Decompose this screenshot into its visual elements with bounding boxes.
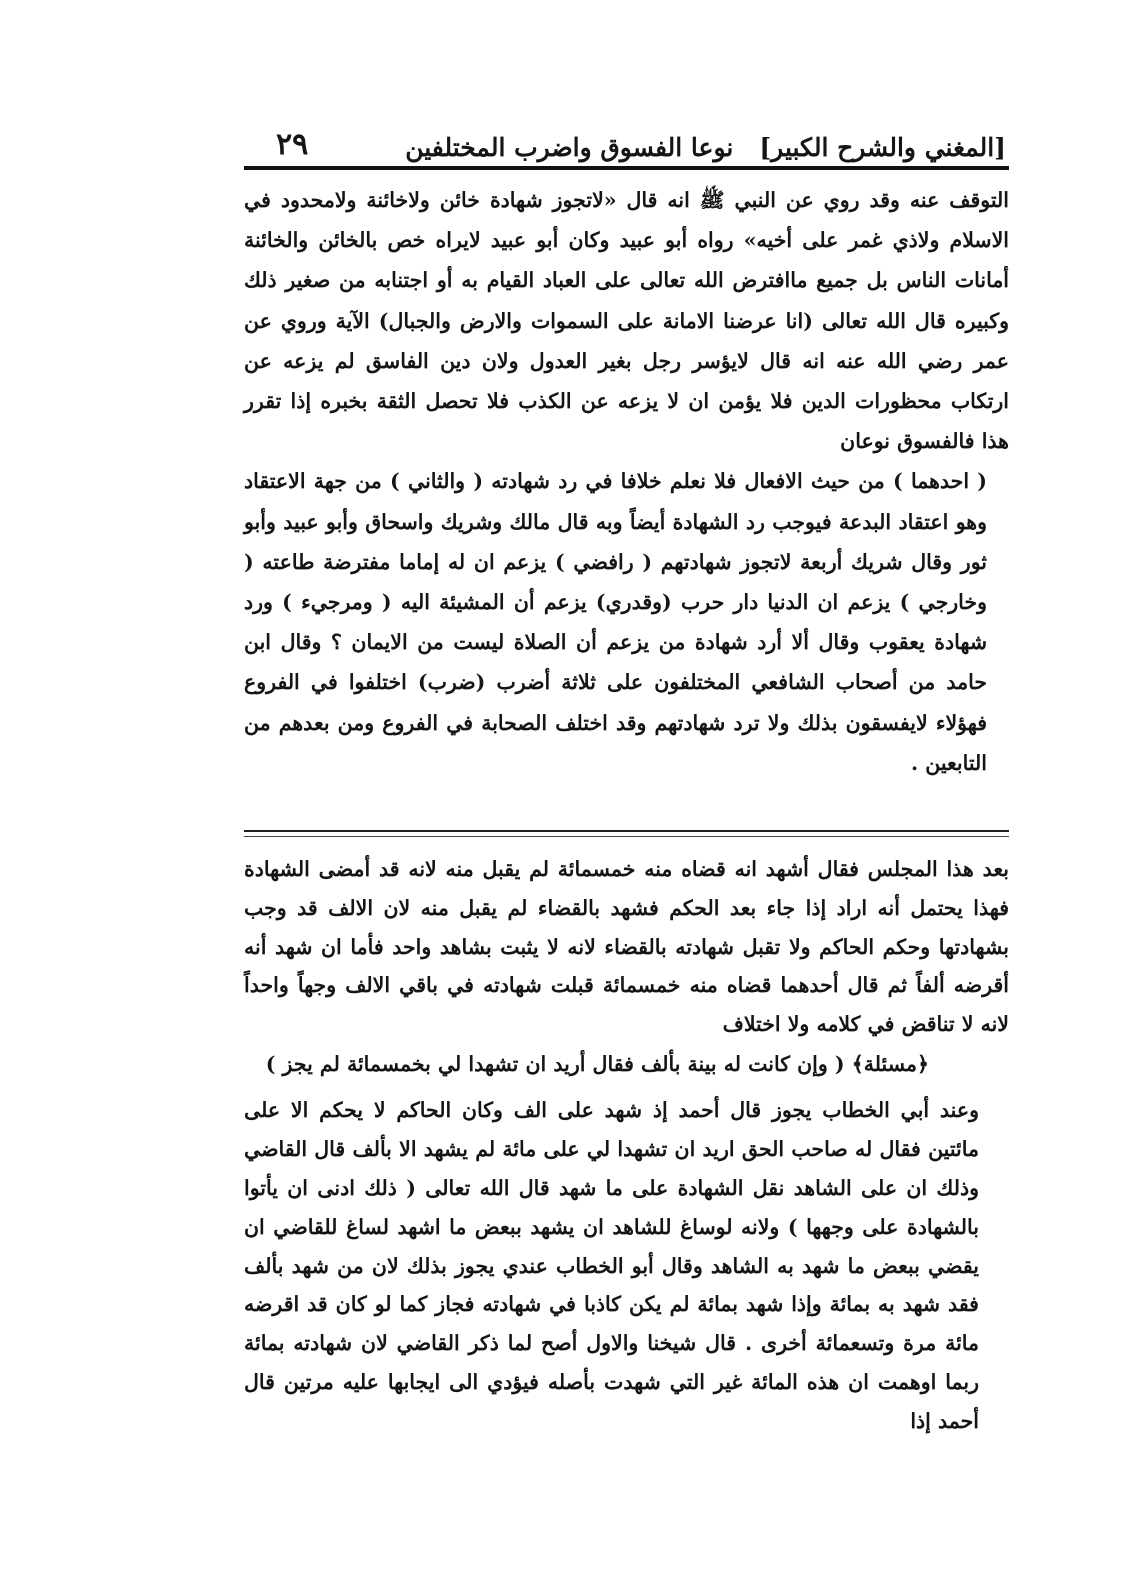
section-divider-thin — [244, 836, 1009, 837]
main-text — [244, 180, 1009, 783]
masala-heading: ﴿مسئلة﴾ ( وإن كانت له بينة بألف فقال أريد ان تشهدا لي بخمسمائة لم يجز ) — [265, 1051, 929, 1076]
header-titles — [405, 133, 1006, 162]
commentary-paragraph-2: وعند أبي الخطاب يجوز قال أحمد إذ شهد على الف وكان الحاكم لا يحكم الا على مائتين فقال له صاحب الحق اريد ان تشهدا لي على مائة لم يشهد الا بألف قال القاضي وذلك ان على الشاهد نقل الشهادة على ما شهد قال الله تعالى ( ذلك ادنى ان يأتوا بالشهادة على وجهها ) ولانه لوساغ للشاهد ان يشهد ببعض ما اشهد لساغ للقاضي ان يقضي ببعض ما شهد به الشاهد وقال أبو الخطاب عندي يجوز بذلك لان من شهد بألف فقد شهد به بمائة وإذا شهد بمائة لم يكن كاذبا في شهادته فجاز كما لو كان قد اقرضه مائة مرة وتسعمائة أخرى . قال شيخنا والاول أصح لما ذكر القاضي لان شهادته بمائة ربما اوهمت ان هذه المائة غير التي شهدت بأصله فيؤدي الى ايجابها عليه مرتين قال أحمد إذا — [244, 1098, 979, 1433]
commentary-paragraph-1: بعد هذا المجلس فقال أشهد انه قضاه منه خمسمائة لم يقبل منه لانه قد أمضى الشهادة فهذا يحتمل أنه اراد إذا جاء بعد الحكم فشهد بالقضاء لم يقبل منه لان الالف قد وجب بشهادتها وحكم الحاكم ولا تقبل شهادته بالقضاء لانه لا يثبت بشاهد واحد فأما ان شهد أنه أقرضه ألفاً ثم قال أحدهما قضاه منه خمسمائة قبلت شهادته في باقي الالف وجهاً واحداً لانه لا تناقض في كلامه ولا اختلاف — [244, 857, 1009, 1037]
page-header — [246, 118, 1006, 162]
page-number: ٢٩ — [276, 127, 309, 162]
main-paragraph-2: ( احدهما ) من حيث الافعال فلا نعلم خلافا في رد شهادته ( والثاني ) من جهة الاعتقاد وهو اعتقاد البدعة فيوجب رد الشهادة أيضاً وبه قال مالك وشريك واسحاق وأبو عبيد وأبو ثور وقال شريك أربعة لاتجوز شهادتهم ( رافضي ) يزعم ان له إماما مفترضة طاعته ( وخارجي ) يزعم ان الدنيا دار حرب (وقدري) يزعم أن المشيئة اليه ( ومرجيء ) ورد شهادة يعقوب وقال ألا أرد شهادة من يزعم أن الصلاة ليست من الايمان ؟ وقال ابن حامد من أصحاب الشافعي المختلفون على ثلاثة أضرب (ضرب) اختلفوا في الفروع فهؤلاء لايفسقون بذلك ولا ترد شهادتهم وقد اختلف الصحابة في الفروع ومن بعدهم من التابعين . — [244, 469, 987, 775]
section-title: نوعا الفسوق واضرب المختلفين — [405, 133, 734, 162]
header-rule — [244, 166, 1009, 170]
section-divider — [244, 830, 1009, 832]
main-paragraph-1: التوقف عنه وقد روي عن النبي ﷺ انه قال «لاتجوز شهادة خائن ولاخائنة ولامحدود في الاسلام ولاذي غمر على أخيه» رواه أبو عبيد وكان أبو عبيد لايراه خص بالخائن والخائنة أمانات الناس بل جميع ماافترض الله تعالى على العباد القيام به أو اجتنابه من صغير ذلك وكبيره قال الله تعالى (انا عرضنا الامانة على السموات والارض والجبال) الآية وروي عن عمر رضي الله عنه انه قال لايؤسر رجل بغير العدول ولان دين الفاسق لم يزعه عن ارتكاب محظورات الدين فلا يؤمن ان لا يزعه عن الكذب فلا تحصل الثقة بخبره إذا تقرر هذا فالفسوق نوعان — [244, 188, 1009, 454]
commentary-text — [244, 850, 1009, 1441]
running-title: [المغني والشرح الكبير] — [759, 133, 1006, 162]
